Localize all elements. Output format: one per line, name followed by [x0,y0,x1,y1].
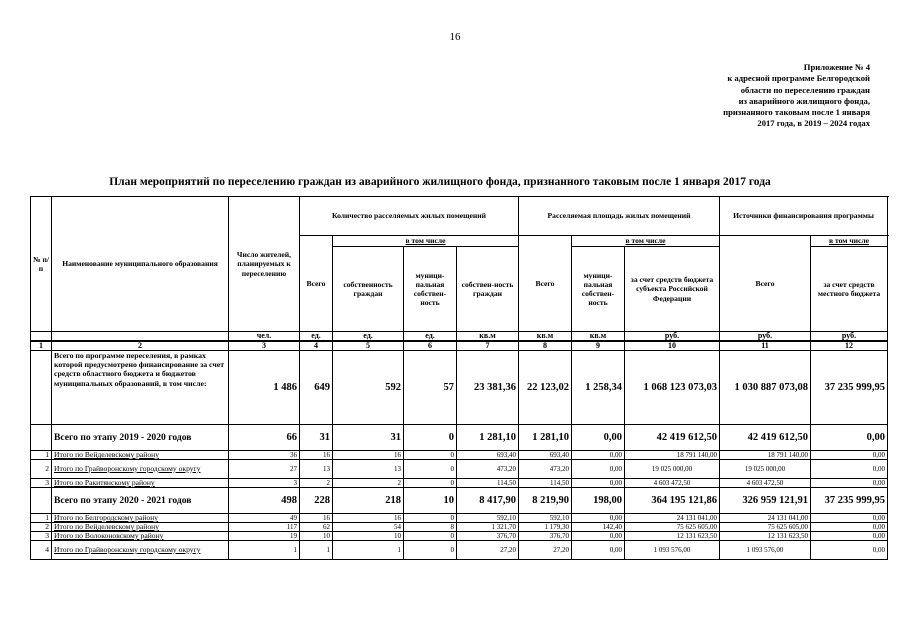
column-number: 3 [229,341,300,351]
value-cell: 693,40 [457,451,519,460]
value-cell: 0,00 [811,425,888,451]
value-cell: 31 [333,425,404,451]
header-rooms-group: Количество расселяемых жилых помещений [300,197,519,236]
value-cell: 24 131 041,00 [625,514,720,523]
value-cell: 376,70 [519,532,572,541]
value-cell: 0,00 [811,532,888,541]
column-number: 4 [300,341,333,351]
value-cell: 8 417,90 [457,488,519,514]
table-row [31,514,888,523]
resettlement-plan-table [30,196,888,560]
header-rooms-including: в том числе [333,236,519,247]
header-area-owned: собствен-ность граждан [457,247,519,332]
value-cell: 218 [333,488,404,514]
value-cell: 12 131 623,50 [720,532,811,541]
row-name: Итого по Грайворонскому городскому округу [52,541,229,560]
value-cell: 364 195 121,86 [625,488,720,514]
value-cell: 1 486 [229,351,300,425]
value-cell: 142,40 [572,523,625,532]
value-cell: 57 [404,351,457,425]
column-number: 12 [811,341,888,351]
value-cell: 8 219,90 [519,488,572,514]
value-cell: 22 123,02 [519,351,572,425]
value-cell: 2 [333,479,404,488]
value-cell: 0 [404,425,457,451]
value-cell: 0,00 [572,541,625,560]
value-cell: 42 419 612,50 [720,425,811,451]
value-cell: 473,20 [457,460,519,479]
column-number: 8 [519,341,572,351]
units-cell: кв.м [572,332,625,342]
value-cell: 473,20 [519,460,572,479]
value-cell: 75 625 605,00 [625,523,720,532]
row-name: Всего по этапу 2019 - 2020 годов [52,425,229,451]
value-cell: 1 030 887 073,08 [720,351,811,425]
row-number [31,488,52,514]
table-row [31,451,888,460]
appendix-note [640,62,870,130]
appendix-line: области по переселению граждан [740,84,870,95]
units-cell: кв.м [519,332,572,342]
value-cell: 326 959 121,91 [720,488,811,514]
value-cell: 36 [229,451,300,460]
value-cell: 1 068 123 073,03 [625,351,720,425]
value-cell: 0,00 [811,514,888,523]
value-cell: 0,00 [811,460,888,479]
value-cell: 592,10 [519,514,572,523]
header-rooms-municipal: муници-пальная собствен-ность [404,247,457,332]
value-cell: 498 [229,488,300,514]
header-finance-local: за счет средств местного бюджета [811,247,888,332]
value-cell: 1 281,10 [519,425,572,451]
value-cell: 1 093 576,00 [625,541,720,560]
row-name: Итого по Белгородскому району [52,514,229,523]
value-cell: 0 [404,541,457,560]
value-cell: 2 [300,479,333,488]
value-cell: 0,00 [572,460,625,479]
value-cell: 0,00 [572,425,625,451]
value-cell: 10 [404,488,457,514]
value-cell: 0,00 [572,514,625,523]
header-residents: Число жителей, планируемых к переселению [229,197,300,332]
header-rooms-total: Всего [300,236,333,332]
value-cell: 16 [300,514,333,523]
value-cell: 1 321,70 [457,523,519,532]
value-cell: 37 235 999,95 [811,488,888,514]
value-cell: 198,00 [572,488,625,514]
appendix-line: признанного таковым после 1 января [723,107,870,118]
header-area-total: Всего [519,236,572,332]
table-row [31,541,888,560]
header-area-group: Расселяемая площадь жилых помещений [519,197,720,236]
value-cell: 4 603 472,50 [625,479,720,488]
row-name: Итого по Вейделевскому району [52,523,229,532]
header-name: Наименование муниципального образования [52,197,229,332]
column-number: 6 [404,341,457,351]
value-cell: 24 131 041,00 [720,514,811,523]
column-number: 11 [720,341,811,351]
stage-total-row [31,488,888,514]
page-number: 16 [449,31,461,43]
value-cell: 1 281,10 [457,425,519,451]
value-cell: 12 131 623,50 [625,532,720,541]
value-cell: 8 [404,523,457,532]
value-cell: 1 [333,541,404,560]
value-cell: 13 [300,460,333,479]
value-cell: 0,00 [811,479,888,488]
appendix-line: из аварийного жилищного фонда, [738,95,870,106]
value-cell: 1 179,30 [519,523,572,532]
units-cell: ед. [333,332,404,342]
header-finance-including: в том числе [811,236,888,247]
value-cell: 1 258,34 [572,351,625,425]
value-cell: 18 791 140,00 [625,451,720,460]
appendix-line: 2017 года, в 2019 – 2024 годах [757,118,870,129]
row-name: Итого по Волоконовскому району [52,532,229,541]
value-cell: 0 [404,451,457,460]
column-number: 5 [333,341,404,351]
value-cell: 376,70 [457,532,519,541]
value-cell: 10 [300,532,333,541]
value-cell: 66 [229,425,300,451]
table-row [31,532,888,541]
value-cell: 54 [333,523,404,532]
row-number [31,351,52,425]
value-cell: 0 [404,479,457,488]
header-rooms-owned: собственность граждан [333,247,404,332]
row-name: Итого по Вейделевскому району [52,451,229,460]
units-cell: руб. [811,332,888,342]
value-cell: 649 [300,351,333,425]
value-cell: 42 419 612,50 [625,425,720,451]
value-cell: 62 [300,523,333,532]
value-cell: 16 [333,451,404,460]
units-row [31,332,888,342]
units-cell: ед. [300,332,333,342]
grand-total-row [31,351,888,425]
value-cell: 31 [300,425,333,451]
header-finance-total: Всего [720,236,811,332]
value-cell: 0 [404,460,457,479]
column-number: 9 [572,341,625,351]
row-name: Итого по Ракитянскому району [52,479,229,488]
value-cell: 27,20 [457,541,519,560]
units-cell: чел. [229,332,300,342]
value-cell: 75 625 605,00 [720,523,811,532]
value-cell: 114,50 [457,479,519,488]
value-cell: 0 [404,514,457,523]
column-number: 7 [457,341,519,351]
units-cell [31,332,52,342]
value-cell: 1 [229,541,300,560]
value-cell: 0,00 [811,523,888,532]
value-cell: 23 381,36 [457,351,519,425]
value-cell: 1 093 576,00 [720,541,811,560]
value-cell: 0,00 [572,532,625,541]
column-numbers-row [31,341,888,351]
value-cell: 16 [300,451,333,460]
row-name: Итого по Грайворонскому городскому округу [52,460,229,479]
header-finance-group: Источники финансирования программы [720,197,888,236]
appendix-line: Приложение № 4 [803,62,870,72]
value-cell: 0 [404,532,457,541]
header-area-municipal: муници-пальная собствен-ность [572,247,625,332]
value-cell: 114,50 [519,479,572,488]
header-area-including: в том числе [572,236,720,247]
column-number: 10 [625,341,720,351]
row-number: 1 [31,514,52,523]
value-cell: 16 [333,514,404,523]
document-title: План мероприятий по переселению граждан из аварийного жилищного фонда, признанного таковым после 1 января 2017 года [109,176,771,188]
value-cell: 3 [229,479,300,488]
row-number: 1 [31,451,52,460]
units-cell: кв.м [457,332,519,342]
value-cell: 0,00 [572,479,625,488]
value-cell: 0,00 [572,451,625,460]
units-cell: руб. [625,332,720,342]
value-cell: 4 603 472,50 [720,479,811,488]
value-cell: 0,00 [811,451,888,460]
row-name: Всего по этапу 2020 - 2021 годов [52,488,229,514]
value-cell: 37 235 999,95 [811,351,888,425]
header-no: № п/п [31,197,52,332]
value-cell: 10 [333,532,404,541]
units-cell: ед. [404,332,457,342]
value-cell: 18 791 140,00 [720,451,811,460]
value-cell: 19 [229,532,300,541]
row-number: 4 [31,541,52,560]
value-cell: 117 [229,523,300,532]
column-number: 1 [31,341,52,351]
units-cell [52,332,229,342]
value-cell: 1 [300,541,333,560]
value-cell: 13 [333,460,404,479]
column-number: 2 [52,341,229,351]
value-cell: 228 [300,488,333,514]
row-number: 3 [31,479,52,488]
row-number [31,425,52,451]
value-cell: 27 [229,460,300,479]
value-cell: 49 [229,514,300,523]
value-cell: 0,00 [811,541,888,560]
value-cell: 27,20 [519,541,572,560]
table-row [31,460,888,479]
value-cell: 19 025 000,00 [625,460,720,479]
header-finance-federal: за счет средств бюджета субъекта Российской Федерации [625,247,720,332]
value-cell: 592,10 [457,514,519,523]
value-cell: 693,40 [519,451,572,460]
units-cell: руб. [720,332,811,342]
row-number: 2 [31,460,52,479]
appendix-line: к адресной программе Белгородской [727,73,870,84]
value-cell: 19 025 000,00 [720,460,811,479]
row-number: 3 [31,532,52,541]
table-row [31,523,888,532]
row-number: 2 [31,523,52,532]
table-row [31,479,888,488]
row-name: Всего по программе переселения, в рамках которой предусмотрено финансирование за счет средств областного бюджета и бюджетов муниципальных образований, в том числе: [52,351,229,425]
value-cell: 592 [333,351,404,425]
stage-total-row [31,425,888,451]
